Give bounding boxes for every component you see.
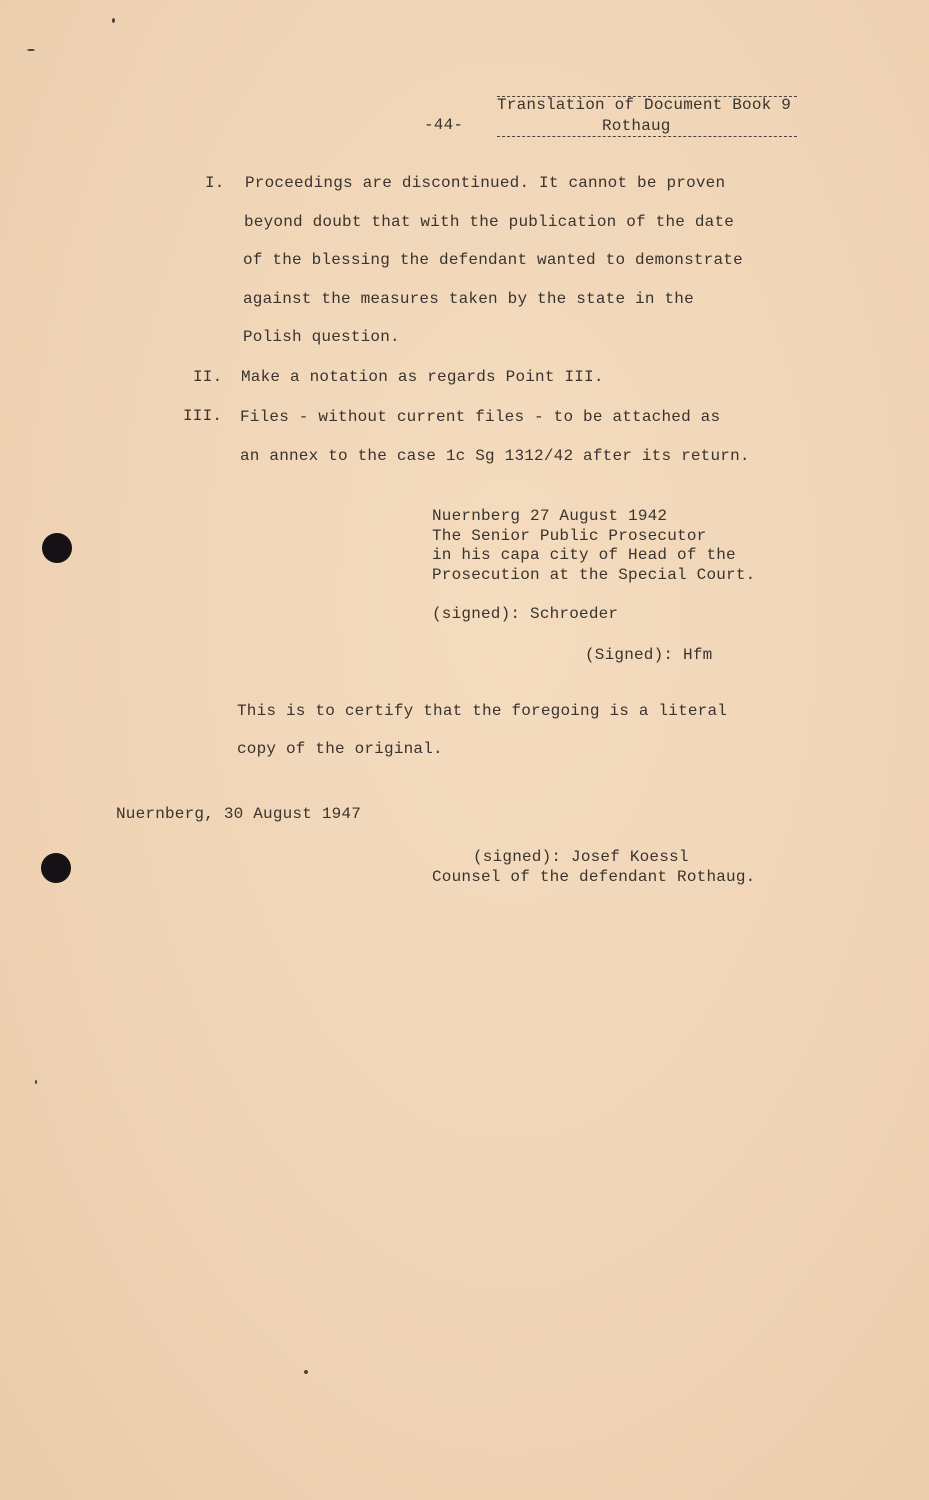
signature-line: Prosecution at the Special Court.	[432, 566, 756, 584]
certification-line: This is to certify that the foregoing is a literal	[237, 702, 728, 720]
header-rule-top	[497, 96, 797, 97]
paper-speck	[304, 1370, 308, 1374]
item-line: Make a notation as regards Point III.	[241, 368, 604, 386]
certification-line: copy of the original.	[237, 740, 443, 758]
punch-hole-top	[42, 533, 72, 563]
document-title: Translation of Document Book 9	[497, 96, 792, 114]
signature-line: Nuernberg 27 August 1942	[432, 507, 668, 525]
signature-signed-initials: (Signed): Hfm	[585, 646, 713, 664]
paper-speck	[112, 18, 115, 23]
item-numeral: III.	[183, 407, 223, 425]
punch-hole-bottom	[41, 853, 71, 883]
item-line: an annex to the case 1c Sg 1312/42 after its return.	[240, 447, 750, 465]
header-rule-bottom	[497, 136, 797, 137]
paper-speck	[27, 49, 35, 51]
item-numeral: II.	[193, 368, 223, 386]
item-numeral: I.	[205, 174, 225, 192]
paper-speck	[35, 1080, 37, 1084]
item-line: Polish question.	[243, 328, 400, 346]
item-line: against the measures taken by the state in the	[243, 290, 694, 308]
signature-signed: (signed): Schroeder	[432, 605, 619, 623]
signature-line: in his capa city of Head of the	[432, 546, 736, 564]
closing-place-date: Nuernberg, 30 August 1947	[116, 805, 362, 823]
signature-line: The Senior Public Prosecutor	[432, 527, 707, 545]
item-line: beyond doubt that with the publication of the date	[244, 213, 735, 231]
item-line: Files - without current files - to be attached as	[240, 408, 721, 426]
page-number: -44-	[424, 116, 464, 134]
item-line: of the blessing the defendant wanted to demonstrate	[243, 251, 743, 269]
closing-signed: (signed): Josef Koessl	[473, 848, 689, 866]
closing-role: Counsel of the defendant Rothaug.	[432, 868, 756, 886]
document-subtitle: Rothaug	[602, 117, 671, 135]
item-line: Proceedings are discontinued. It cannot be proven	[245, 174, 726, 192]
